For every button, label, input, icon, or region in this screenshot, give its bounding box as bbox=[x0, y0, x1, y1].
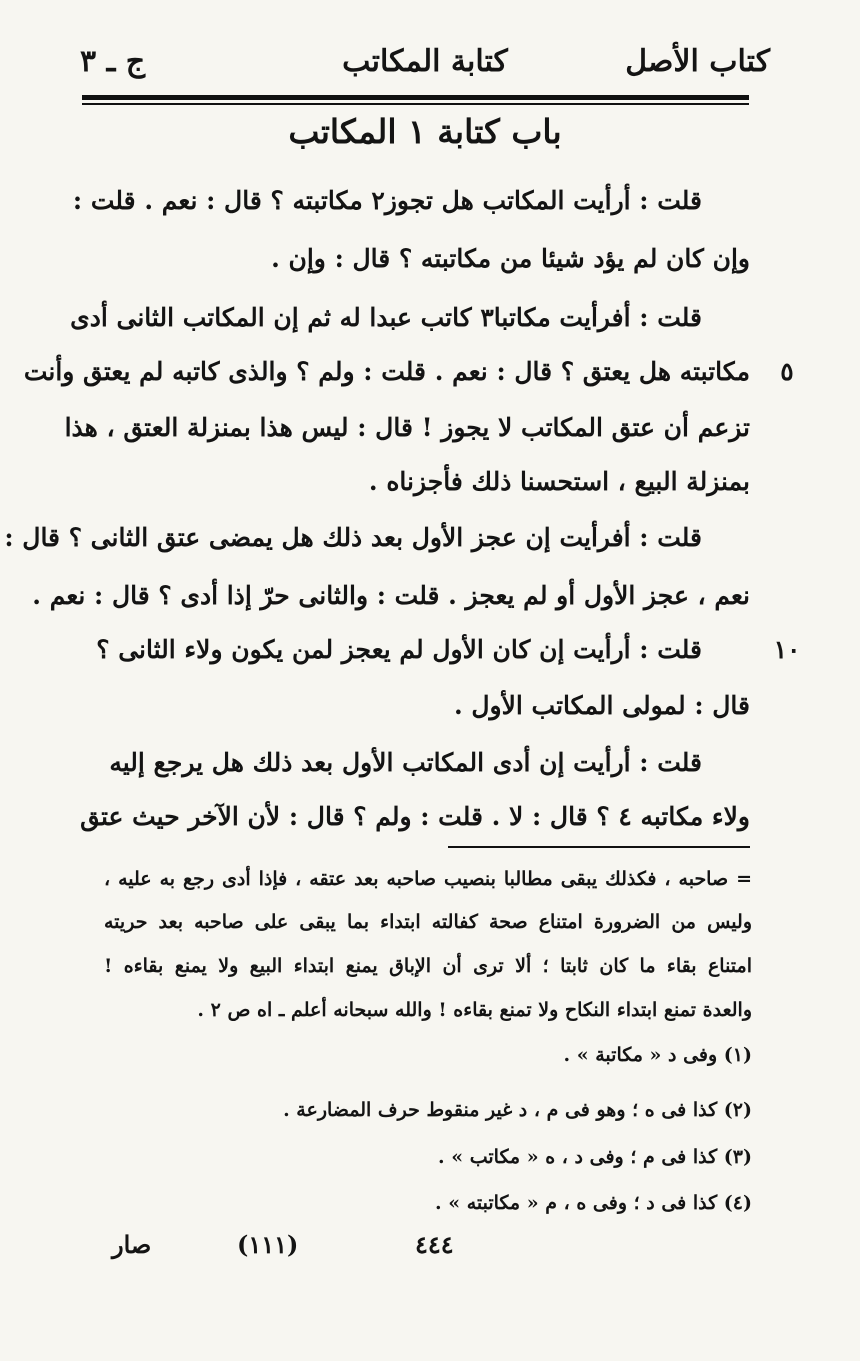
running-header bbox=[80, 44, 770, 92]
body-line: بمنزلة البيع ، استحسنا ذلك فأجزناه . bbox=[368, 467, 750, 496]
header-rule-thin bbox=[82, 103, 749, 105]
footnote-2: (٢) كذا فى ه ؛ وهو فى م ، د غير منقوط حرف المضارعة . bbox=[283, 1099, 752, 1121]
body-line: قلت : أرأيت إن كان الأول لم يعجز لمن يكون ولاء الثانى ؟ bbox=[96, 635, 702, 664]
header-book-title: كتاب الأصل bbox=[625, 44, 770, 79]
footnote-4: (٤) كذا فى د ؛ وفى ه ، م « مكاتبته » . bbox=[434, 1192, 752, 1214]
footnote-continuation-line: وليس من الضرورة امتناع صحة كفالته ابتداء بما يبقى على صاحبه بعد حريته bbox=[104, 911, 752, 933]
body-line: قلت : أفرأيت مكاتبا٣ كاتب عبدا له ثم إن المكاتب الثانى أدى bbox=[70, 303, 702, 332]
footnote-continuation-line: امتناع بقاء ما كان ثابتا ؛ ألا ترى أن الإباق يمنع ابتداء البيع ولا يمنع بقاءه ! bbox=[104, 955, 752, 977]
body-line: تزعم أن عتق المكاتب لا يجوز ! قال : ليس هذا بمنزلة العتق ، هذا bbox=[64, 413, 750, 442]
footnote-continuation-line: = صاحبه ، فكذلك يبقى مطالبا بنصيب صاحبه بعد عتقه ، فإذا أدى رجع به عليه ، bbox=[104, 868, 752, 890]
body-line: وإن كان لم يؤد شيئا من مكاتبته ؟ قال : وإن . bbox=[271, 244, 750, 273]
header-volume: ج ـ ٣ bbox=[80, 44, 146, 79]
header-section-title: كتابة المكاتب bbox=[342, 44, 508, 79]
chapter-title: باب كتابة ١ المكاتب bbox=[288, 112, 562, 151]
signature-mark: صار bbox=[112, 1230, 152, 1259]
body-line: مكاتبته هل يعتق ؟ قال : نعم . قلت : ولم ؟ والذى كاتبه لم يعتق وأنت bbox=[23, 357, 750, 386]
body-line: نعم ، عجز الأول أو لم يعجز . قلت : والثانى حرّ إذا أدى ؟ قال : نعم . bbox=[32, 581, 750, 610]
page-number: ٤٤٤ bbox=[415, 1230, 454, 1259]
body-line: قلت : أفرأيت إن عجز الأول بعد ذلك هل يمضى عتق الثانى ؟ قال : bbox=[4, 523, 702, 552]
line-number-10: ١٠ bbox=[773, 635, 801, 664]
body-line: قال : لمولى المكاتب الأول . bbox=[453, 691, 750, 720]
footnote-rule bbox=[448, 846, 750, 848]
footnote-1: (١) وفى د « مكاتبة » . bbox=[563, 1044, 752, 1066]
header-rule-thick bbox=[82, 95, 749, 100]
body-line: قلت : أرأيت إن أدى المكاتب الأول بعد ذلك هل يرجع إليه bbox=[109, 748, 702, 777]
body-line: قلت : أرأيت المكاتب هل تجوز٢ مكاتبته ؟ قال : نعم . قلت : bbox=[72, 186, 702, 215]
footnote-continuation-line: والعدة تمنع ابتداء النكاح ولا تمنع بقاءه ! والله سبحانه أعلم ـ اه ص ٢ . bbox=[197, 999, 752, 1021]
line-number-5: ٥ bbox=[780, 357, 794, 386]
body-line: ولاء مكاتبه ٤ ؟ قال : لا . قلت : ولم ؟ قال : لأن الآخر حيث عتق bbox=[80, 802, 750, 831]
footnote-3: (٣) كذا فى م ؛ وفى د ، ه « مكاتب » . bbox=[437, 1146, 752, 1168]
sheet-number: (١١١) bbox=[237, 1230, 299, 1259]
